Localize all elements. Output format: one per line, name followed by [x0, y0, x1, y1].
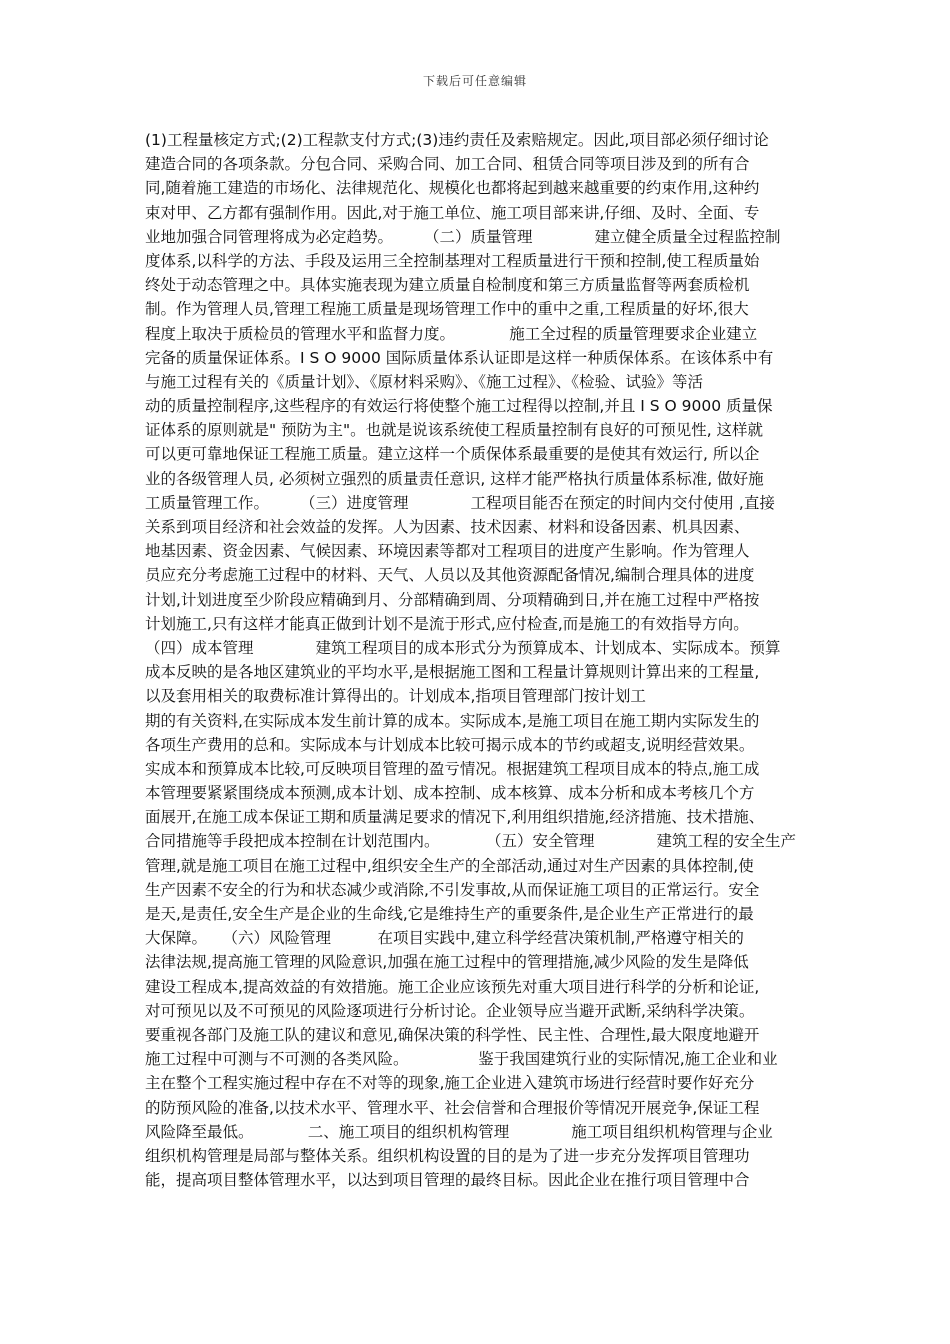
text-line: 同,随着施工建造的市场化、法律规范化、规模化也都将起到越来越重要的约束作用,这种约: [145, 179, 760, 198]
text-line: 合同措施等手段把成本控制在计划范围内。 （五）安全管理 建筑工程的安全生产: [145, 832, 797, 851]
text-line: 面展开,在施工成本保证工期和质量满足要求的情况下,利用组织措施,经济措施、技术措施、: [145, 808, 765, 827]
page-header: 下载后可任意编辑: [422, 74, 527, 88]
text-line: 生产因素不安全的行为和状态减少或消除,不引发事故,从而保证施工项目的正常运行。安全: [145, 880, 760, 899]
text-line: 法律法规,提高施工管理的风险意识,加强在施工过程中的管理措施,减少风险的发生是降低: [145, 953, 749, 972]
text-line: 终处于动态管理之中。具体实施表现为建立质量自检制度和第三方质量监督等两套质检机: [145, 276, 750, 295]
text-line: 施工过程中可测与不可测的各类风险。 鉴于我国建筑行业的实际情况,施工企业和业: [145, 1050, 778, 1069]
text-line: 风险降至最低。 二、施工项目的组织机构管理 施工项目组织机构管理与企业: [145, 1122, 773, 1141]
text-line: 工质量管理工作。 （三）进度管理 工程项目能否在预定的时间内交付使用 ,直接: [145, 493, 775, 512]
text-line: 以及套用相关的取费标准计算得出的。计划成本,指项目管理部门按计划工: [145, 687, 646, 706]
text-line: 与施工过程有关的《质量计划》、《原材料采购》、《施工过程》、《检验、试验》等活: [145, 372, 704, 391]
text-line: (1)工程量核定方式;(2)工程款支付方式;(3)违约责任及索赔规定。因此,项目部必须仔细讨论: [145, 131, 769, 149]
text-line: 大保障。 （六）风险管理 在项目实践中,建立科学经营决策机制,严格遵守相关的: [145, 929, 744, 948]
text-line: 本管理要紧紧围绕成本预测,成本计划、成本控制、成本核算、成本分析和成本考核几个方: [145, 784, 755, 803]
text-line: 建造合同的各项条款。分包合同、采购合同、加工合同、租赁合同等项目涉及到的所有合: [145, 155, 750, 174]
text-line: 各项生产费用的总和。实际成本与计划成本比较可揭示成本的节约或超支,说明经营效果。: [145, 735, 755, 754]
text-line: 完备的质量保证体系。I S O 9000 国际质量体系认证即是这样一种质保体系。在该体系中有: [145, 348, 774, 367]
text-line: 的防预风险的准备,以技术水平、管理水平、社会信誉和合理报价等情况开展竞争,保证工程: [145, 1098, 760, 1117]
text-line: 制。作为管理人员,管理工程施工质量是现场管理工作中的重中之重,工程质量的好坏,很大: [145, 300, 749, 319]
text-line: 建设工程成本,提高效益的有效措施。施工企业应该预先对重大项目进行科学的分析和论证,: [145, 977, 760, 996]
text-line: 地基因素、资金因素、气候因素、环境因素等都对工程项目的进度产生影响。作为管理人: [145, 542, 750, 561]
text-line: 是天,是责任,安全生产是企业的生命线,它是维持生产的重要条件,是企业生产正常进行的最: [145, 905, 754, 923]
text-line: 期的有关资料,在实际成本发生前计算的成本。实际成本,是施工项目在施工期内实际发生的: [145, 711, 760, 730]
text-line: 组织机构管理是局部与整体关系。组织机构设置的目的是为了进一步充分发挥项目管理功: [145, 1146, 750, 1165]
text-line: 实成本和预算成本比较,可反映项目管理的盈亏情况。根据建筑工程项目成本的特点,施工成: [145, 759, 760, 778]
text-line: 可以更可靠地保证工程施工质量。建立这样一个质保体系最重要的是使其有效运行, 所以企: [145, 445, 760, 464]
text-line: 员应充分考虑施工过程中的材料、天气、人员以及其他资源配备情况,编制合理具体的进度: [145, 566, 755, 585]
text-line: 程度上取决于质检员的管理水平和监督力度。 施工全过程的质量管理要求企业建立: [145, 324, 758, 343]
text-line: 束对甲、乙方都有强制作用。因此,对于施工单位、施工项目部来讲,仔细、及时、全面、专: [145, 203, 760, 222]
text-line: 对可预见以及不可预见的风险逐项进行分析讨论。企业领导应当避开武断,采纳科学决策。: [145, 1001, 755, 1020]
text-line: 要重视各部门及施工队的建议和意见,确保决策的科学性、民主性、合理性,最大限度地避开: [145, 1025, 760, 1044]
text-line: 管理,就是施工项目在施工过程中,组织安全生产的全部活动,通过对生产因素的具体控制,使: [145, 856, 754, 875]
text-line: 成本反映的是各地区建筑业的平均水平,是根据施工图和工程量计算规则计算出来的工程量,: [145, 663, 760, 682]
text-line: 主在整个工程实施过程中存在不对等的现象,施工企业进入建筑市场进行经营时要作好充分: [145, 1074, 755, 1093]
text-line: 计划施工,只有这样才能真正做到计划不是流于形式,应付检查,而是施工的有效指导方向。: [145, 614, 749, 633]
text-line: 计划,计划进度至少阶段应精确到月、分部精确到周、分项精确到日,并在施工过程中严格按: [145, 590, 760, 609]
body-text: [145, 128, 815, 1192]
text-line: 能，提高项目整体管理水平，以达到项目管理的最终目标。因此企业在推行项目管理中合: [145, 1171, 750, 1190]
text-line: 动的质量控制程序,这些程序的有效运行将使整个施工过程得以控制,并且 I S O 9000 质量保: [145, 397, 773, 416]
text-line: 证体系的原则就是" 预防为主"。也就是说该系统使工程质量控制有良好的可预见性, 这样就: [145, 421, 764, 440]
text-line: 业的各级管理人员, 必须树立强烈的质量责任意识, 这样才能严格执行质量体系标准, 做好施: [145, 469, 764, 488]
text-line: 关系到项目经济和社会效益的发挥。人为因素、技术因素、材料和设备因素、机具因素、: [145, 518, 750, 536]
text-line: 度体系,以科学的方法、手段及运用三全控制基理对工程质量进行干预和控制,使工程质量始: [145, 251, 760, 270]
text-line: 业地加强合同管理将成为必定趋势。 （二）质量管理 建立健全质量全过程监控制: [145, 227, 781, 246]
text-line: （四）成本管理 建筑工程项目的成本形式分为预算成本、计划成本、实际成本。预算: [145, 638, 781, 657]
